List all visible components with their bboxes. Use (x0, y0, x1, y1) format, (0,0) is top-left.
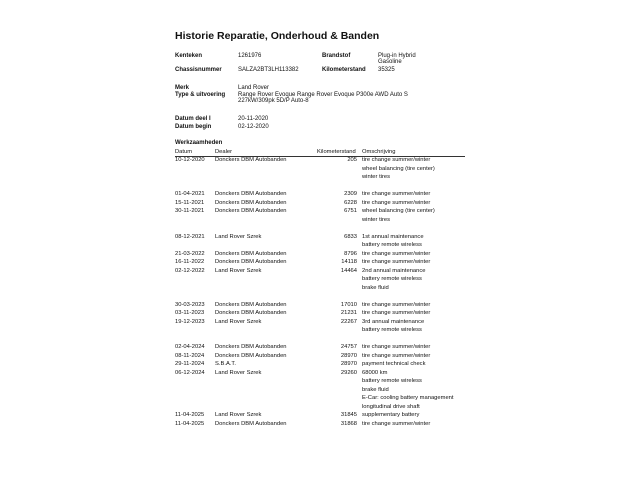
row-dealer: Donckers DBM Autobanden (215, 344, 287, 350)
table-row (175, 251, 465, 260)
row-dealer: Donckers DBM Autobanden (215, 420, 287, 427)
row-dealer: Donckers DBM Autobanden (215, 259, 287, 265)
row-omschrijving: tire change summer/winter (362, 310, 431, 316)
table-row (175, 421, 465, 430)
row-kilometerstand: 31845 (340, 412, 357, 418)
kilometerstand-label: Kilometerstand (322, 67, 366, 73)
row-date: 11-04-2025 (175, 420, 205, 427)
row-omschrijving: winter tires (362, 216, 391, 223)
table-row (175, 166, 465, 175)
merk-label: Merk (175, 85, 190, 91)
datum-begin-value: 02-12-2020 (238, 124, 269, 130)
datum-deel-value: 20-11-2020 (238, 116, 269, 122)
row-omschrijving: E-Car: cooling battery management (362, 395, 454, 401)
merk-value: Land Rover (238, 85, 270, 91)
type-label: Type & uitvoering (175, 92, 226, 98)
row-kilometerstand: 31868 (340, 420, 357, 427)
row-kilometerstand: 24757 (340, 344, 357, 350)
row-omschrijving: battery remote wireless (362, 242, 422, 248)
table-row (175, 319, 465, 328)
page-title: Historie Reparatie, Onderhoud & Banden (175, 30, 380, 42)
brandstof-label: Brandstof (322, 53, 351, 59)
row-spacer (175, 293, 465, 302)
row-omschrijving: winter tires (362, 174, 391, 180)
row-omschrijving: tire change summer/winter (362, 191, 431, 197)
row-kilometerstand: 8796 (344, 250, 357, 257)
table-row (175, 200, 465, 209)
table-row (175, 395, 465, 404)
table-row (175, 353, 465, 362)
row-kilometerstand: 6751 (344, 208, 357, 214)
kilometerstand-value: 35325 (378, 67, 395, 73)
row-date: 06-12-2024 (175, 369, 205, 376)
row-kilometerstand: 6833 (344, 233, 357, 240)
table-row (175, 310, 465, 319)
row-omschrijving: tire change summer/winter (362, 250, 431, 257)
row-omschrijving: 1st annual maintenance (362, 233, 424, 240)
datum-begin-label: Datum begin (175, 124, 212, 130)
row-kilometerstand: 17010 (340, 301, 357, 308)
table-row (175, 234, 465, 243)
row-omschrijving: brake fluid (362, 386, 389, 393)
row-dealer: Donckers DBM Autobanden (215, 352, 287, 359)
row-omschrijving: 68000 km (362, 369, 388, 376)
row-omschrijving: tire change summer/winter (362, 352, 431, 359)
row-date: 02-12-2022 (175, 267, 205, 274)
row-spacer (175, 183, 465, 192)
row-omschrijving: wheel balancing (tire center) (362, 165, 435, 172)
row-dealer: Land Rover Szrek (215, 233, 262, 240)
row-spacer (175, 336, 465, 345)
row-omschrijving: 2nd annual maintenance (362, 267, 426, 274)
table-row (175, 174, 465, 183)
row-omschrijving: wheel balancing (tire center) (362, 208, 435, 214)
row-dealer: Land Rover Szrek (215, 412, 262, 418)
row-date: 10-12-2020 (175, 157, 205, 163)
table-header (175, 149, 465, 157)
row-kilometerstand: 14118 (341, 259, 357, 265)
table-row (175, 361, 465, 370)
row-kilometerstand: 28970 (340, 352, 357, 359)
header-omschrijving: Omschrijving (362, 149, 396, 155)
row-kilometerstand: 2309 (344, 191, 357, 197)
row-date: 11-04-2025 (175, 412, 205, 418)
table-row (175, 157, 465, 166)
table-row (175, 191, 465, 200)
row-omschrijving: brake fluid (362, 284, 389, 291)
row-omschrijving: supplementary battery (362, 412, 420, 418)
header-dealer: Dealer (215, 149, 233, 155)
row-omschrijving: tire change summer/winter (362, 420, 431, 427)
row-omschrijving: tire change summer/winter (362, 259, 431, 265)
row-date: 15-11-2021 (175, 199, 205, 206)
row-omschrijving: tire change summer/winter (362, 344, 431, 350)
row-omschrijving: tire change summer/winter (362, 157, 431, 163)
chassisnummer-value: SALZA2BT3LH113382 (238, 67, 299, 73)
table-row (175, 404, 465, 413)
table-row (175, 387, 465, 396)
werkzaamheden-title: Werkzaamheden (175, 140, 223, 146)
row-dealer: Donckers DBM Autobanden (215, 191, 287, 197)
row-date: 08-11-2024 (175, 352, 205, 359)
type-value-2: 227kW/309pk 5D/P Auto-8 (238, 98, 309, 104)
row-kilometerstand: 205 (347, 157, 357, 163)
werkzaamheden-table (175, 157, 465, 429)
row-dealer: Donckers DBM Autobanden (215, 250, 287, 257)
type-value-1: Range Rover Evoque Range Rover Evoque P300e AWD Auto S (238, 92, 408, 98)
row-date: 19-12-2023 (175, 318, 205, 325)
row-dealer: Donckers DBM Autobanden (215, 301, 287, 308)
row-dealer: Land Rover Szrek (215, 267, 262, 274)
header-datum: Datum (175, 149, 193, 155)
row-date: 21-03-2022 (175, 250, 205, 257)
row-date: 30-11-2021 (175, 208, 205, 214)
row-kilometerstand: 14464 (340, 267, 357, 274)
table-row (175, 208, 465, 217)
row-omschrijving: longitudinal drive shaft (362, 403, 420, 410)
row-omschrijving: 3rd annual maintenance (362, 318, 425, 325)
row-dealer: Land Rover Szrek (215, 369, 262, 376)
row-date: 08-12-2021 (175, 233, 205, 240)
table-row (175, 285, 465, 294)
kenteken-label: Kenteken (175, 53, 203, 59)
row-omschrijving: tire change summer/winter (362, 301, 431, 308)
row-date: 01-04-2021 (175, 191, 205, 197)
kenteken-value: 1261976 (238, 53, 262, 59)
row-date: 02-04-2024 (175, 344, 205, 350)
row-date: 30-03-2023 (175, 301, 205, 308)
row-dealer: Donckers DBM Autobanden (215, 199, 287, 206)
table-row (175, 344, 465, 353)
datum-deel-label: Datum deel I (175, 116, 211, 122)
chassisnummer-label: Chassisnummer (175, 67, 222, 73)
table-row (175, 268, 465, 277)
brandstof-value-2: Gasoline (378, 59, 402, 65)
row-kilometerstand: 6228 (344, 199, 357, 206)
row-kilometerstand: 28970 (340, 361, 357, 367)
table-row (175, 327, 465, 336)
table-row (175, 302, 465, 311)
row-omschrijving: payment technical check (362, 361, 426, 367)
row-date: 03-11-2023 (175, 310, 205, 316)
table-row (175, 412, 465, 421)
table-row (175, 378, 465, 387)
row-omschrijving: battery remote wireless (362, 378, 422, 384)
row-date: 16-11-2022 (175, 259, 205, 265)
row-kilometerstand: 22267 (340, 318, 357, 325)
header-kilometerstand: Kilometerstand (317, 149, 356, 155)
row-dealer: Land Rover Szrek (215, 318, 262, 325)
row-dealer: S.B.A.T. (215, 361, 236, 367)
row-kilometerstand: 29260 (340, 369, 357, 376)
table-row (175, 276, 465, 285)
row-dealer: Donckers DBM Autobanden (215, 310, 287, 316)
row-date: 29-11-2024 (175, 361, 205, 367)
row-spacer (175, 225, 465, 234)
row-omschrijving: battery remote wireless (362, 276, 422, 282)
table-row (175, 217, 465, 226)
row-dealer: Donckers DBM Autobanden (215, 208, 287, 214)
row-omschrijving: battery remote wireless (362, 327, 422, 333)
table-row (175, 370, 465, 379)
row-omschrijving: tire change summer/winter (362, 199, 431, 206)
row-kilometerstand: 21231 (340, 310, 357, 316)
table-row (175, 259, 465, 268)
table-row (175, 242, 465, 251)
brandstof-value-1: Plug-in Hybrid (378, 53, 416, 59)
row-dealer: Donckers DBM Autobanden (215, 157, 287, 163)
